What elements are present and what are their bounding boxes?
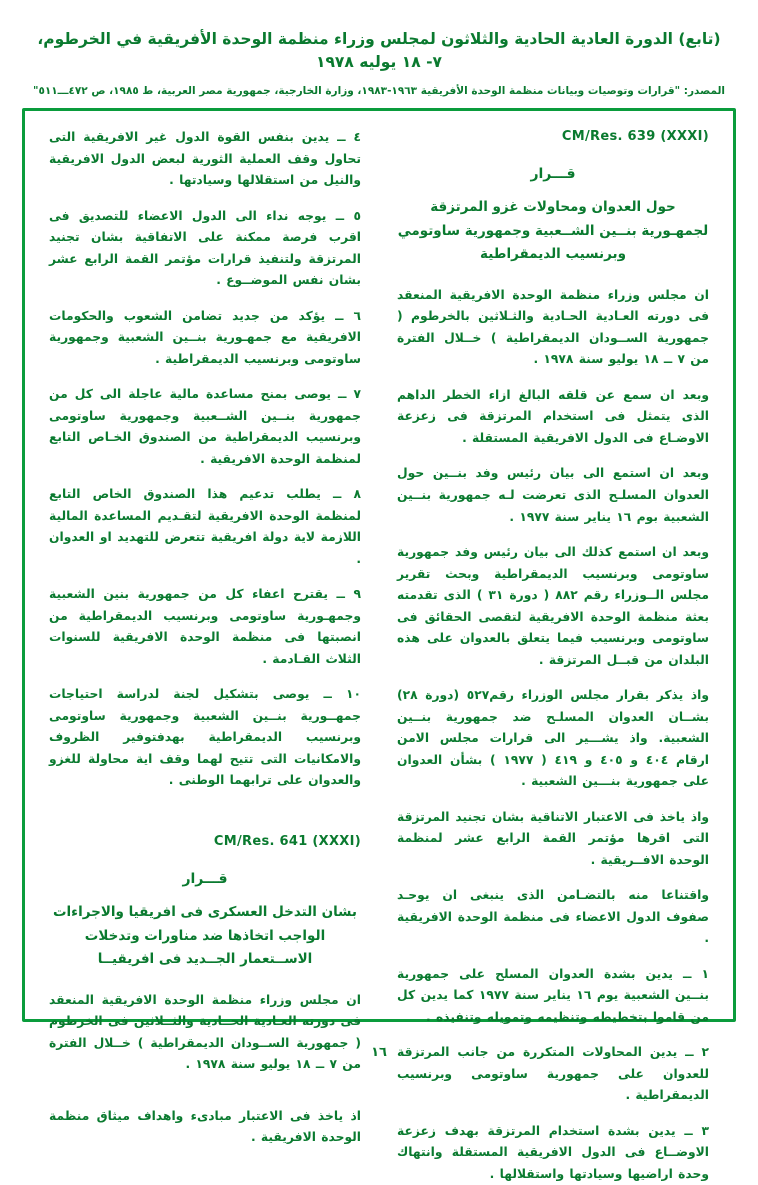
paragraph: ٩ ــ يقترح اعفاء كل من جمهورية بنين الشعبية وجمهـورية ساوتومى وبرنسيب الديمقراطية من انصبتها فى منظمة الوحدة الافريقية للسنوات الثلاث القـادمة . xyxy=(49,587,361,666)
paragraph: ٧ ــ يوصى بمنح مساعدة مالية عاجلة الى كل من جمهورية بنــين الشــعبية وجمهورية ساوتومى وبرنسيب الديمقراطية من الصندوق الخـاص التابع لمنظمة الوحدة الافريقية . xyxy=(49,387,361,466)
paragraph: ٥ ــ يوجه نداء الى الدول الاعضاء للتصديق فى اقرب فرصة ممكنة على الاتفاقية بشان تجنيد المرتزقة ولتنفيذ قرارات مؤتمر القمة الرابع عشر بشان نفس الموضــوع . xyxy=(49,208,361,288)
paragraph: ان مجلس وزراء منظمة الوحدة الافريقية المنعقد فى دورته العـادية الحـادية والثـلاثين بالخرطوم ( جمهورية الســودان الديمقراطية ) خــلال الفترة من ٧ ــ ١٨ يوليو سنة ١٩٧٨ . xyxy=(397,287,709,367)
paragraph: ٨ ــ يطلب تدعيم هذا الصندوق الخاص التابع لمنظمة الوحدة الافريقية لتقـديم المساعدة المالية اللازمة لاية دولة افريقية تتعرض للتهديد او العدوان . xyxy=(49,487,361,566)
paragraph-spacer xyxy=(49,1090,361,1106)
paragraph: اذ ياخذ فى الاعتبار مبادىء واهداف ميثاق منظمة الوحدة الافريقية . xyxy=(49,1108,361,1145)
column-right xyxy=(379,121,723,1181)
resolution-title-639: حول العدوان ومحاولات غزو المرتزقة لجمهـورية بنــين الشــعبية وجمهورية ساوتومي وبرنسيب الديمقراطية xyxy=(397,199,709,263)
paragraph: ٤ ــ يدين بنفس القوة الدول غير الافريقية التى تحاول وقف العملية الثورية لبعض الدول الافريقية والنيل من استقلالها وسيادتها . xyxy=(49,130,361,188)
paragraph: وبعد ان استمع كذلك الى بيان رئيس وفد جمهورية ساوتومى وبرنسيب الديمقراطية وبحث تقرير مجلس الــوزراء رقم ٨٨٢ ( دورة ٣١ ) الذى تقدمته بعثة منظمة الوحدة الافريقية لتقصى الحقائق فى ساوتومى وبرنسيب فيما يتعلق بالعدوان على هذه البلدان من قبــل المرتزقة . xyxy=(397,545,709,667)
paragraph: واذ ياخذ فى الاعتبار الاتناقية بشان تجنيد المرتزقة التى اقرها مؤتمر القمة الرابع عشر لمنظمة الوحدة الافــريقية . xyxy=(397,809,709,867)
resolution-kicker-641: قـــرار xyxy=(182,870,228,887)
resolution-id-639: CM/Res. 639 (XXXI) xyxy=(561,129,709,144)
paragraph: ٣ ــ يدين بشدة استخدام المرتزقة بهدف زعزعة الاوضــاع فى الدول الافريقية المستقلة وانتهاك وحدة اراضيها وسيادتها واستقلالها . xyxy=(397,1123,709,1181)
content-frame xyxy=(22,108,736,1181)
page-header xyxy=(0,0,758,98)
two-column-layout xyxy=(35,121,723,1181)
paragraph: ٢ ــ يدين المحاولات المتكررة من جانب المرتزقة للعدوان على جمهورية ساوتومى وبرنسيب الديمقراطية . xyxy=(397,1045,709,1103)
paragraph: وبعد ان استمع الى بيان رئيس وفد بنــين حول العدوان المسلـح الذى تعرضت لـه جمهورية بنــين الشعبية بوم ١٦ يناير سنة ١٩٧٧ . xyxy=(397,466,709,524)
paragraph: ٦ ــ يؤكد من جديد تضامن الشعوب والحكومات الافريقية مع جمهـورية بنــين الشعبية وجمهورية ساوتومى وبرنسيب الديمقراطية . xyxy=(49,308,361,366)
resolution-kicker-639: قـــرار xyxy=(530,166,576,182)
section-spacer xyxy=(49,806,361,832)
paragraph: واقتناعا منه بالتضـامن الذى ينبغى ان يوحـد صفوف الدول الاعضاء فى منظمة الوحدة الافريقية . xyxy=(397,888,709,946)
document-title: (تابع) الدورة العادية الحادية والثلاثون لمجلس وزراء منظمة الوحدة الأفريقية في الخرطوم، ٧- ١٨ يوليه ١٩٧٨ xyxy=(37,30,721,72)
paragraph: وبعد ان سمع عن قلقه البالغ ازاء الخطر الداهم الذى يتمثل فى استخدام المرتزقة فى زعزعة الاوضـاع فى الدول الافريقية المستقلة . xyxy=(397,387,709,445)
resolution-id-641: CM/Res. 641 (XXXI) xyxy=(213,833,361,849)
page-number: ١٦ xyxy=(371,1045,387,1060)
paragraph: ١ ــ يدين بشدة العدوان المسلح على جمهورية بنــين الشعبية يوم ١٦ يناير سنة ١٩٧٧ كما يدين كل من قاموا بتخطيطه وتنظيمه وتمويله وتنفيذه . xyxy=(397,966,710,1024)
paragraph: واذ يذكر بقرار مجلس الوزراء رقم٥٢٧ (دورة ٢٨) بشــان العدوان المسلـح ضد جمهورية بنــين الشعبية. واذ يشـــير الى قرارات مجلس الامن ارقام ٤٠٤ و ٤٠٥ و ٤١٩ ( ١٩٧٧ ) بشأن العدوان على جمهورية بنـــين الشعبية . xyxy=(397,688,709,789)
document-source-note: المصدر: "قرارات وتوصيات وبيانات منظمة الوحدة الأفريقية ١٩٦٣-١٩٨٣، وزارة الخارجية، جمهورية مصر العربية، ط ١٩٨٥، ص ٤٧٢ـــ٥١١" xyxy=(32,84,726,97)
paragraph: ١٠ ــ يوصى بتشكيل لجنة لدراسة احتياجات جمهــورية بنــين الشعبية وجمهورية ساوتومى وبرنسيب الديمقراطية بهدفتوفير الظروف والامكانيات التى تتيح لهما وقف اية محاولة للغزو والعدوان على ترابهما الوطنى . xyxy=(49,687,361,788)
resolution-title-641: بشان التدخل العسكرى فى افريقيا والاجراءات الواجب اتخاذها ضد مناورات وتدخلات الاســتعمار الجــديد فى افريقيــا xyxy=(52,903,357,968)
paragraph: ان مجلس وزراء منظمة الوحدة الافريقية المنعقد فى دورته العـادية الحــادية والثــلاثين فى الخرطوم ( جمهورية الســودان الديمقراطية ) خــلال الفترة من ٧ ــ ١٨ يوليو سنة ١٩٧٨ . xyxy=(49,992,361,1072)
